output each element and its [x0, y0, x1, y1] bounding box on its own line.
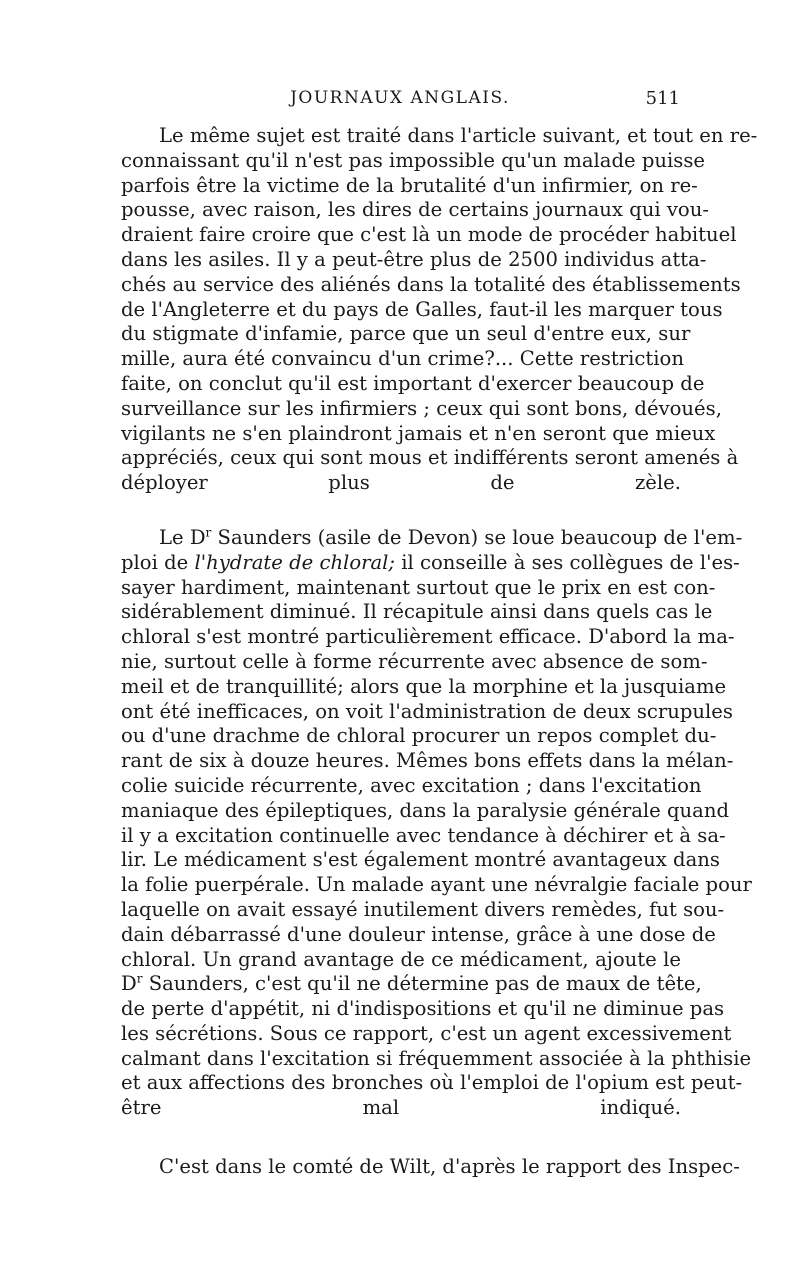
text-line: colie suicide récurrente, avec excitation ; dans l'excitation	[121, 773, 702, 797]
text-fragment: D	[121, 972, 137, 996]
text-line: Le même sujet est traité dans l'article suivant, et tout en re-	[159, 124, 758, 147]
text-line: connaissant qu'il n'est pas impossible qu'un malade puisse	[121, 148, 705, 172]
text-line: du stigmate d'infamie, parce que un seul d'entre eux, sur	[121, 322, 691, 346]
text-line-with-superscript	[121, 971, 702, 997]
text-line: C'est dans le comté de Wilt, d'après le rapport des Inspec-	[159, 1155, 740, 1179]
text-line: meil et de tranquillité; alors que la morphine et la jusquiame	[121, 674, 727, 698]
running-head	[120, 88, 680, 118]
italic-term: l'hydrate de chloral;	[194, 550, 396, 574]
text-line: faite, on conclut qu'il est important d'exercer beaucoup de	[121, 371, 705, 395]
text-line: mille, aura été convaincu d'un crime?... Cette restriction	[121, 347, 684, 371]
text-line: de perte d'appétit, ni d'indispositions et qu'il ne diminue pas	[121, 997, 725, 1021]
text-line: pousse, avec raison, les dires de certains journaux qui vou-	[121, 198, 709, 222]
text-line: rant de six à douze heures. Mêmes bons effets dans la mélan-	[121, 749, 734, 773]
text-line: sayer hardiment, maintenant surtout que le prix en est con-	[121, 575, 716, 599]
text-line: être mal indiqué.	[121, 1096, 681, 1120]
text-line: sidérablement diminué. Il récapitule ainsi dans quels cas le	[121, 600, 713, 624]
text-line-with-superscript	[121, 525, 743, 551]
text-line: maniaque des épileptiques, dans la paralysie générale quand	[121, 798, 730, 822]
text-line: dans les asiles. Il y a peut-être plus de 2500 individus atta-	[121, 247, 707, 271]
text-fragment: Saunders (asile de Devon) se loue beaucoup de l'em-	[211, 525, 743, 549]
paragraph-2	[121, 525, 752, 1121]
text-fragment: Le D	[159, 525, 206, 549]
text-line: et aux affections des bronches où l'emploi de l'opium est peut-	[121, 1071, 743, 1095]
text-line: laquelle on avait essayé inutilement divers remèdes, fut sou-	[121, 897, 725, 921]
superscript: r	[205, 525, 212, 540]
text-line: lir. Le médicament s'est également montré avantageux dans	[121, 848, 720, 872]
text-line: ont été inefficaces, on voit l'administration de deux scrupules	[121, 699, 733, 723]
text-line: vigilants ne s'en plaindront jamais et n'en seront que mieux	[121, 421, 716, 445]
text-line: surveillance sur les infirmiers ; ceux qui sont bons, dévoués,	[121, 396, 722, 420]
text-line: la folie puerpérale. Un malade ayant une névralgie faciale pour	[121, 873, 752, 897]
paragraph-3	[121, 1155, 740, 1180]
text-fragment: ploi de	[121, 550, 195, 574]
text-line: ou d'une drachme de chloral procurer un repos complet du-	[121, 724, 717, 748]
text-line: déployer plus de zèle.	[121, 471, 681, 495]
body-text	[121, 124, 758, 1180]
text-line: appréciés, ceux qui sont mous et indifférents seront amenés à	[121, 446, 739, 470]
page-number: 511	[645, 88, 680, 109]
text-line: chloral. Un grand avantage de ce médicament, ajoute le	[121, 947, 681, 971]
text-line: parfois être la victime de la brutalité d'un infirmier, on re-	[121, 173, 698, 197]
superscript: r	[136, 971, 143, 986]
running-title: JOURNAUX ANGLAIS.	[290, 88, 510, 108]
text-line: calmant dans l'excitation si fréquemment associée à la phthisie	[121, 1046, 752, 1070]
paragraph-1	[121, 124, 758, 496]
text-fragment: Saunders, c'est qu'il ne détermine pas de maux de tête,	[142, 972, 702, 996]
text-fragment: il conseille à ses collègues de l'es-	[395, 550, 740, 574]
text-line: de l'Angleterre et du pays de Galles, faut-il les marquer tous	[121, 297, 723, 321]
text-line: nie, surtout celle à forme récurrente avec absence de som-	[121, 649, 708, 673]
text-line: chés au service des aliénés dans la totalité des établissements	[121, 272, 741, 296]
text-line: draient faire croire que c'est là un mode de procéder habituel	[121, 223, 737, 247]
text-line: dain débarrassé d'une douleur intense, grâce à une dose de	[121, 922, 716, 946]
text-line-with-italic	[121, 550, 740, 576]
text-line: les sécrétions. Sous ce rapport, c'est un agent excessivement	[121, 1021, 732, 1045]
text-line: chloral s'est montré particulièrement efficace. D'abord la ma-	[121, 625, 735, 649]
text-line: il y a excitation continuelle avec tendance à déchirer et à sa-	[121, 823, 726, 847]
